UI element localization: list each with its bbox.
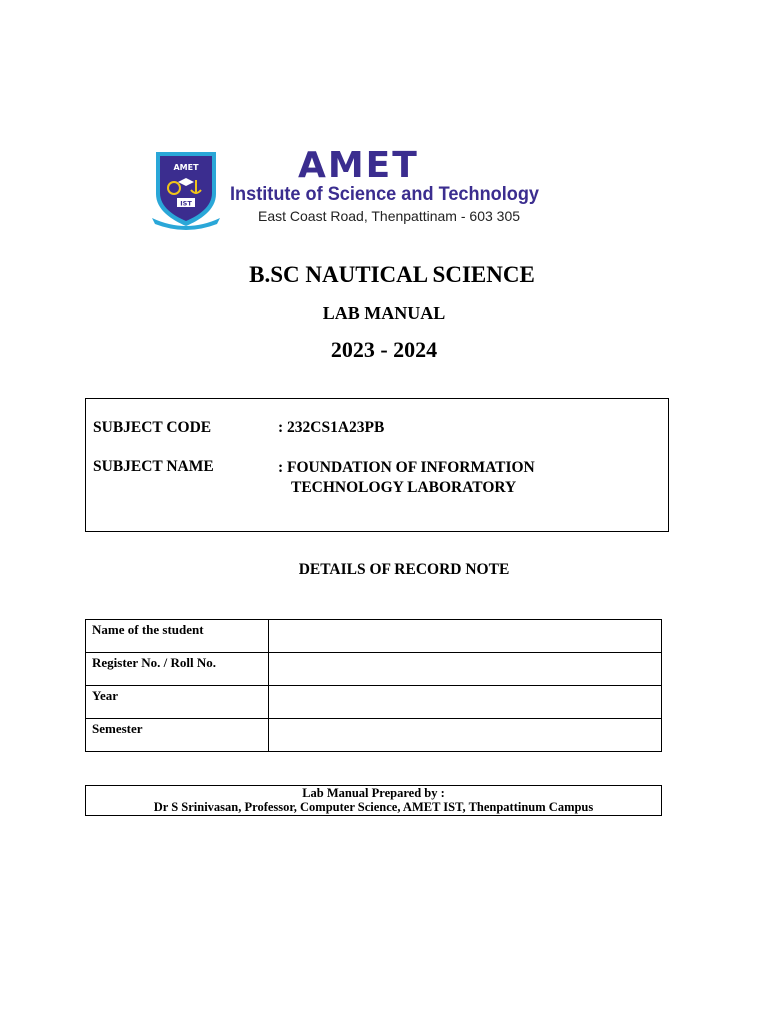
table-row (86, 653, 662, 686)
institution-logo (150, 145, 550, 233)
subject-code-label: SUBJECT CODE (93, 419, 212, 436)
brand-name: AMET (298, 145, 419, 186)
row-label-student-name: Name of the student (86, 620, 269, 653)
row-label-register-no: Register No. / Roll No. (86, 653, 269, 686)
shield-text-top: AMET (173, 163, 199, 172)
row-label-semester: Semester (86, 719, 269, 752)
subject-name-line2: TECHNOLOGY LABORATORY (291, 479, 517, 496)
manual-title: LAB MANUAL (322, 303, 446, 323)
brand-subtitle: Institute of Science and Technology (230, 183, 540, 205)
subject-name-value (278, 458, 535, 498)
program-title: B.SC NAUTICAL SCIENCE (249, 262, 535, 287)
subject-name-line1: : FOUNDATION OF INFORMATION (278, 459, 535, 476)
row-value-register-no[interactable] (269, 653, 662, 686)
brand-address: East Coast Road, Thenpattinam - 603 305 (258, 208, 521, 224)
record-details-table (85, 619, 662, 752)
shield-emblem-icon (150, 148, 222, 230)
prepared-by-author: Dr S Srinivasan, Professor, Computer Science, AMET IST, Thenpattinum Campus (153, 800, 594, 814)
subject-code-value: : 232CS1A23PB (278, 419, 385, 436)
shield-text-bottom: IST (180, 199, 192, 208)
table-row (86, 686, 662, 719)
prepared-by-label: Lab Manual Prepared by : (302, 786, 445, 800)
prepared-by-box (85, 785, 662, 816)
record-note-heading: DETAILS OF RECORD NOTE (298, 561, 510, 578)
academic-year: 2023 - 2024 (330, 337, 438, 362)
subject-name-label: SUBJECT NAME (93, 458, 214, 475)
row-value-student-name[interactable] (269, 620, 662, 653)
row-value-year[interactable] (269, 686, 662, 719)
row-label-year: Year (86, 686, 269, 719)
subject-info-box (85, 398, 669, 532)
table-row (86, 719, 662, 752)
table-row (86, 620, 662, 653)
row-value-semester[interactable] (269, 719, 662, 752)
